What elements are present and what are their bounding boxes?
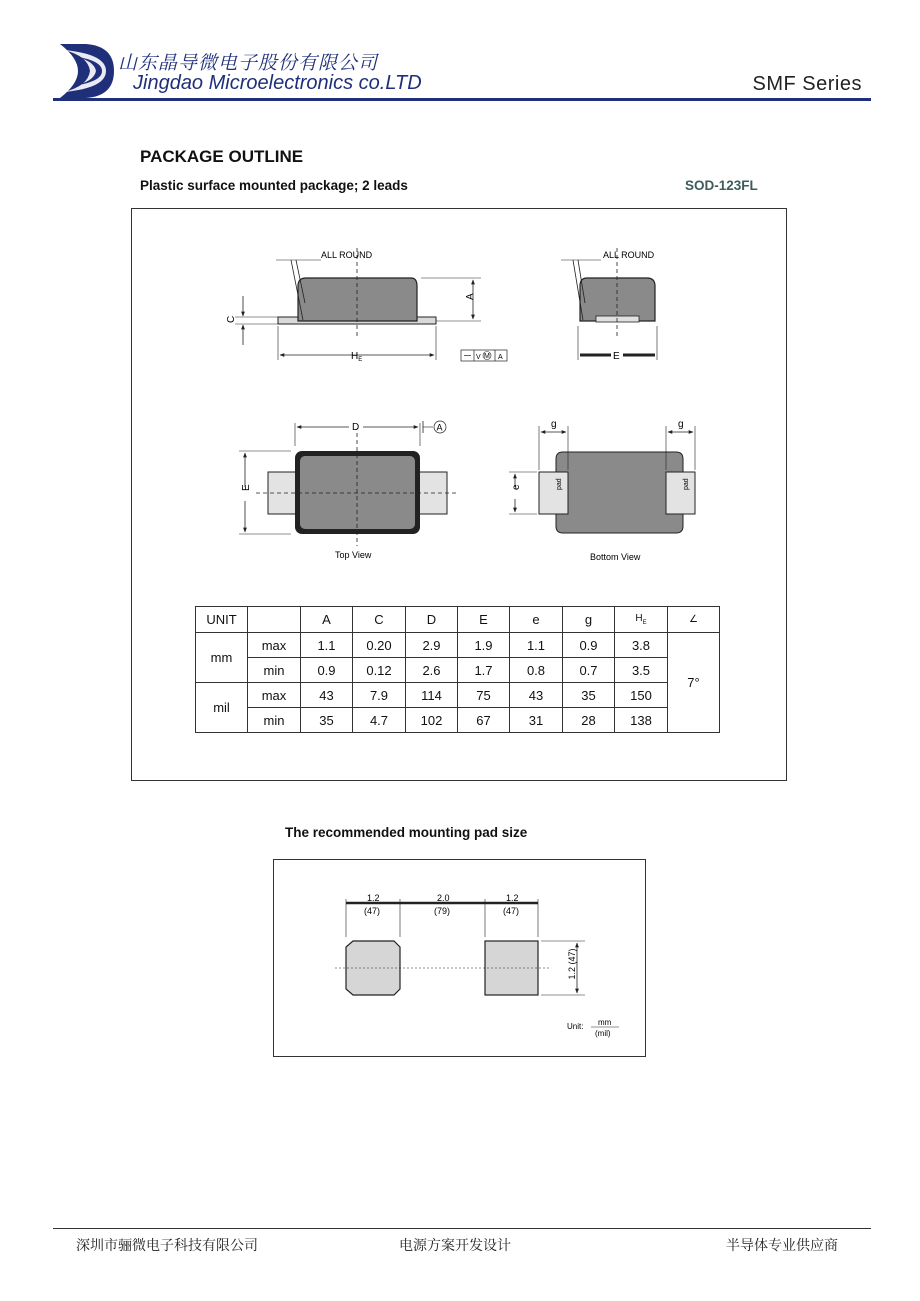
table-cell: 102 (406, 708, 458, 733)
dimension-table (195, 606, 720, 733)
table-cell: 4.7 (353, 708, 406, 733)
dim-d-label: D (352, 422, 360, 433)
table-cell: 7.9 (353, 683, 406, 708)
table-cell: 114 (406, 683, 458, 708)
pad-height-label: 1.2 (47) (567, 948, 577, 980)
table-cell: 0.9 (563, 633, 615, 658)
footer-divider (53, 1228, 871, 1229)
company-name-en: Jingdao Microelectronics co.LTD (133, 72, 422, 94)
table-cell: 2.9 (406, 633, 458, 658)
pad-dim3-mil: (47) (503, 906, 520, 916)
all-round-label-2: ALL ROUND (603, 250, 655, 260)
unit-label: Unit: (567, 1022, 584, 1031)
row-label: min (248, 708, 301, 733)
pad-dim2-mm: 2.0 (437, 893, 450, 903)
angle-value: 7° (668, 633, 720, 733)
unit-mm: mm (196, 633, 248, 683)
company-name-cn: 山东晶导微电子股份有限公司 (118, 52, 379, 74)
pad-drawing (273, 859, 646, 1057)
dim-e-label-side: E (613, 351, 620, 362)
package-code: SOD-123FL (685, 178, 758, 193)
table-row (196, 708, 720, 733)
unit-mil: (mil) (595, 1029, 611, 1038)
tol-m: M (484, 353, 490, 360)
dim-a-label: A (465, 293, 476, 300)
pad-dim2-mil: (79) (434, 906, 451, 916)
table-cell: 1.9 (458, 633, 510, 658)
row-label: max (248, 683, 301, 708)
table-cell: 3.8 (615, 633, 668, 658)
table-cell: 28 (563, 708, 615, 733)
row-label: max (248, 633, 301, 658)
table-cell: 1.1 (301, 633, 353, 658)
pad-section-title: The recommended mounting pad size (285, 825, 528, 840)
table-cell: 0.9 (301, 658, 353, 683)
all-round-label-1: ALL ROUND (321, 250, 373, 260)
table-cell: 35 (301, 708, 353, 733)
table-header-g: g (563, 607, 615, 633)
table-header-row (196, 607, 720, 633)
bottom-view (509, 419, 695, 562)
table-header-angle: ∠ (668, 607, 720, 633)
table-row (196, 658, 720, 683)
table-row (196, 633, 720, 658)
top-view (239, 421, 459, 560)
table-header-d: D (406, 607, 458, 633)
dim-he-label: $H_E$ (351, 351, 363, 363)
table-cell: 0.7 (563, 658, 615, 683)
table-cell: 0.20 (353, 633, 406, 658)
pad-label-left: pad (556, 478, 563, 490)
package-drawings (131, 208, 787, 588)
side-view-end (561, 248, 657, 362)
unit-mm: mm (598, 1018, 612, 1027)
table-header-unit: UNIT (196, 607, 248, 633)
top-view-caption: Top View (335, 550, 372, 560)
pad-dim3-mm: 1.2 (506, 893, 519, 903)
table-cell: 35 (563, 683, 615, 708)
table-cell: 1.1 (510, 633, 563, 658)
section-title: PACKAGE OUTLINE (140, 147, 304, 166)
table-cell: 0.12 (353, 658, 406, 683)
series-label: SMF Series (752, 73, 862, 95)
table-header-he: $H_E$ (615, 607, 668, 633)
table-header-a: A (301, 607, 353, 633)
header-divider (53, 98, 871, 101)
dim-g-label-left: g (551, 419, 557, 430)
table-header-e: E (458, 607, 510, 633)
bottom-view-caption: Bottom View (590, 552, 641, 562)
dim-g-label-right: g (678, 419, 684, 430)
table-cell: 2.6 (406, 658, 458, 683)
table-header-e-small: e (510, 607, 563, 633)
table-cell: 67 (458, 708, 510, 733)
footer-center: 电源方案开发设计 (399, 1238, 511, 1254)
pad-label-right: pad (683, 478, 690, 490)
dim-e-small-label: e (511, 484, 522, 490)
table-cell: 1.7 (458, 658, 510, 683)
pad-dim1-mil: (47) (364, 906, 381, 916)
company-logo (58, 42, 118, 100)
table-row (196, 683, 720, 708)
row-label: min (248, 658, 301, 683)
table-cell: 43 (510, 683, 563, 708)
table-cell: 3.5 (615, 658, 668, 683)
table-cell: 31 (510, 708, 563, 733)
table-cell: 43 (301, 683, 353, 708)
dim-e-label-top: E (241, 484, 252, 491)
section-subtitle: Plastic surface mounted package; 2 leads (140, 178, 408, 193)
dim-c-label: C (226, 315, 237, 323)
tol-v: V (476, 354, 481, 361)
datum-a-label: A (436, 422, 443, 433)
table-cell: 0.8 (510, 658, 563, 683)
table-cell: 138 (615, 708, 668, 733)
table-cell: 150 (615, 683, 668, 708)
side-view-front (226, 248, 507, 363)
unit-mil: mil (196, 683, 248, 733)
table-header-blank (248, 607, 301, 633)
footer-left: 深圳市骊微电子科技有限公司 (76, 1238, 258, 1254)
tol-a: A (498, 354, 503, 361)
table-cell: 75 (458, 683, 510, 708)
table-header-c: C (353, 607, 406, 633)
footer-right: 半导体专业供应商 (726, 1238, 838, 1254)
pad-dim1-mm: 1.2 (367, 893, 380, 903)
